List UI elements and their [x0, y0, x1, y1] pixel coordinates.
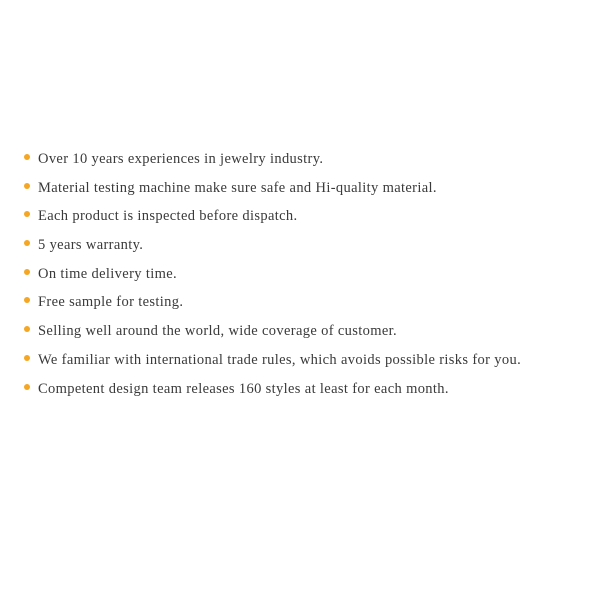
list-item-label: 5 years warranty. [38, 237, 144, 254]
list-item [24, 238, 590, 253]
advantages-bullet-list [24, 152, 590, 410]
bullet-dot-icon [24, 326, 30, 332]
list-item-label: Material testing machine make sure safe and Hi-quality material. [38, 179, 437, 196]
list-item [24, 209, 590, 224]
list-item [24, 324, 590, 339]
list-item [24, 181, 590, 196]
bullet-dot-icon [24, 211, 30, 217]
list-item-label: Each product is inspected before dispatch. [38, 208, 298, 225]
list-item-label: We familiar with international trade rules, which avoids possible risks for you. [38, 351, 522, 368]
bullet-dot-icon [24, 240, 30, 246]
list-item [24, 353, 590, 368]
bullet-dot-icon [24, 183, 30, 189]
list-item-label: Selling well around the world, wide coverage of customer. [38, 323, 397, 340]
list-item-label: Free sample for testing. [38, 294, 184, 311]
list-item [24, 267, 590, 282]
bullet-dot-icon [24, 355, 30, 361]
list-item-label: Competent design team releases 160 styles at least for each month. [38, 380, 449, 397]
list-item [24, 382, 590, 397]
list-item-label: Over 10 years experiences in jewelry industry. [38, 151, 324, 167]
bullet-dot-icon [24, 297, 30, 303]
bullet-dot-icon [24, 384, 30, 390]
bullet-dot-icon [24, 154, 30, 160]
bullet-dot-icon [24, 269, 30, 275]
list-item-label: On time delivery time. [38, 265, 177, 282]
list-item [24, 295, 590, 310]
list-item [24, 152, 590, 167]
